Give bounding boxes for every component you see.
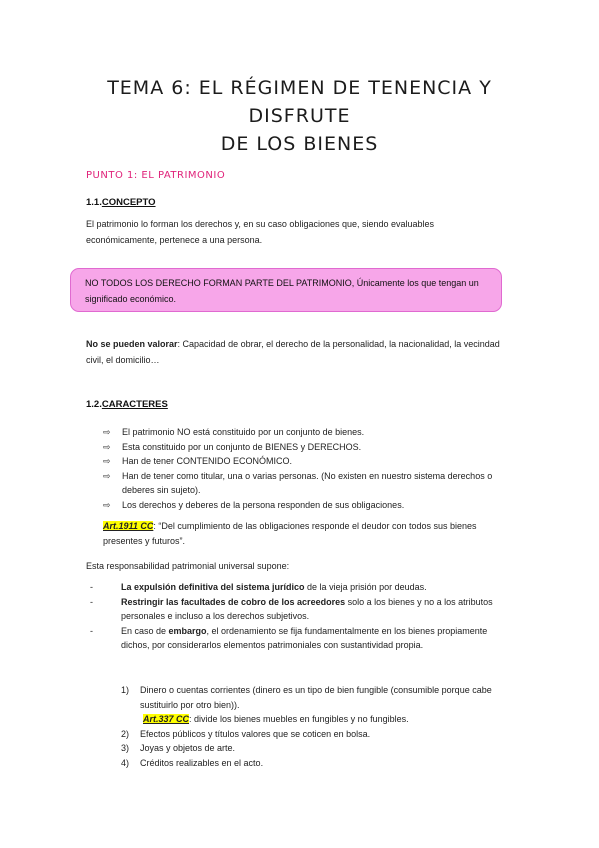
dash-bullet: -	[90, 596, 93, 607]
list-item: ⇨ Han de tener CONTENIDO ECONÓMICO.	[103, 454, 512, 469]
subheading-caracteres	[86, 399, 168, 410]
concepto-paragraph: El patrimonio lo forman los derechos y, en su caso obligaciones que, siendo evaluables económicamente, pertenece a una persona.	[86, 219, 435, 245]
list-item: - La expulsión definitiva del sistema jurídico de la vieja prisión por deudas.	[86, 580, 516, 595]
arrow-bullet-icon: ⇨	[103, 470, 111, 481]
list-item: 3) Joyas y objetos de arte.	[121, 743, 236, 753]
title-line-1: TEMA 6: EL RÉGIMEN DE TENENCIA Y DISFRUTE	[107, 77, 492, 127]
subheading-number: 1.1.	[86, 197, 102, 208]
subheading-number: 1.2.	[86, 399, 102, 410]
no-valorar-paragraph	[86, 336, 511, 368]
no-valorar-rest: : Capacidad de obrar, el derecho de la personalidad, la nacionalidad, la vecindad civil, el domicilio…	[86, 339, 500, 365]
supone-list	[86, 580, 516, 653]
highlight-callout	[70, 268, 502, 312]
list-item: 4) Créditos realizables en el acto.	[121, 757, 264, 768]
dash-bullet: -	[90, 625, 93, 636]
arrow-bullet-icon: ⇨	[103, 499, 111, 510]
list-item: ⇨ Los derechos y deberes de la persona responden de sus obligaciones.	[103, 498, 512, 513]
art337-highlight: Art.337 CC	[143, 714, 190, 724]
document-title	[60, 74, 539, 158]
dash-bullet: -	[90, 582, 93, 592]
art337-note: Art.337 CC: divide los bienes muebles en fungibles y no fungibles.	[143, 714, 409, 724]
subheading-concepto	[86, 197, 156, 208]
list-item: - En caso de embargo, el ordenamiento se fija fundamentalmente en los bienes propiamente dichos, por considerarlos elementos patrimoniales con sustantividad propia.	[90, 625, 488, 650]
callout-text: NO TODOS LOS DERECHO FORMAN PARTE DEL PATRIMONIO, Únicamente los que tengan un significado económico.	[85, 278, 479, 304]
arrow-bullet-icon: ⇨	[103, 441, 111, 452]
subheading-title: CARACTERES	[101, 399, 168, 410]
list-item: ⇨ Esta constituido por un conjunto de BIENES y DERECHOS.	[103, 440, 512, 455]
no-valorar-bold: No se pueden valorar	[86, 339, 178, 349]
arrow-bullet-icon: ⇨	[103, 427, 111, 437]
arrow-bullet-icon: ⇨	[103, 456, 111, 466]
bienes-numbered-list	[121, 683, 513, 770]
list-item: ⇨ El patrimonio NO está constituido por un conjunto de bienes.	[103, 425, 512, 440]
responsabilidad-intro: Esta responsabilidad patrimonial universal supone:	[86, 561, 290, 571]
list-item: - Restringir las facultades de cobro de los acreedores solo a los bienes y no a los atributos personales e incluso a los derechos subjetivos.	[90, 596, 493, 621]
art1911-paragraph: Art.1911 CC: “Del cumplimiento de las obligaciones responde el deudor con todos sus bienes presentes y futuros”.	[103, 521, 477, 546]
art1911-highlight: Art.1911 CC	[103, 521, 154, 531]
list-item: 1) Dinero o cuentas corrientes (dinero es un tipo de bien fungible (consumible porque cabe sustituirlo por otro bien)).	[121, 685, 492, 710]
list-item: 2) Efectos públicos y títulos valores que se coticen en bolsa.	[121, 728, 371, 739]
list-item: ⇨ Han de tener como titular, una o varias personas. (No existen en nuestro sistema derechos o deberes sin sujeto).	[103, 470, 493, 495]
subheading-title: CONCEPTO	[101, 197, 156, 208]
section-heading-punto-1: PUNTO 1: EL PATRIMONIO	[86, 170, 226, 181]
title-line-2: DE LOS BIENES	[220, 133, 379, 155]
caracteres-list	[103, 425, 512, 512]
